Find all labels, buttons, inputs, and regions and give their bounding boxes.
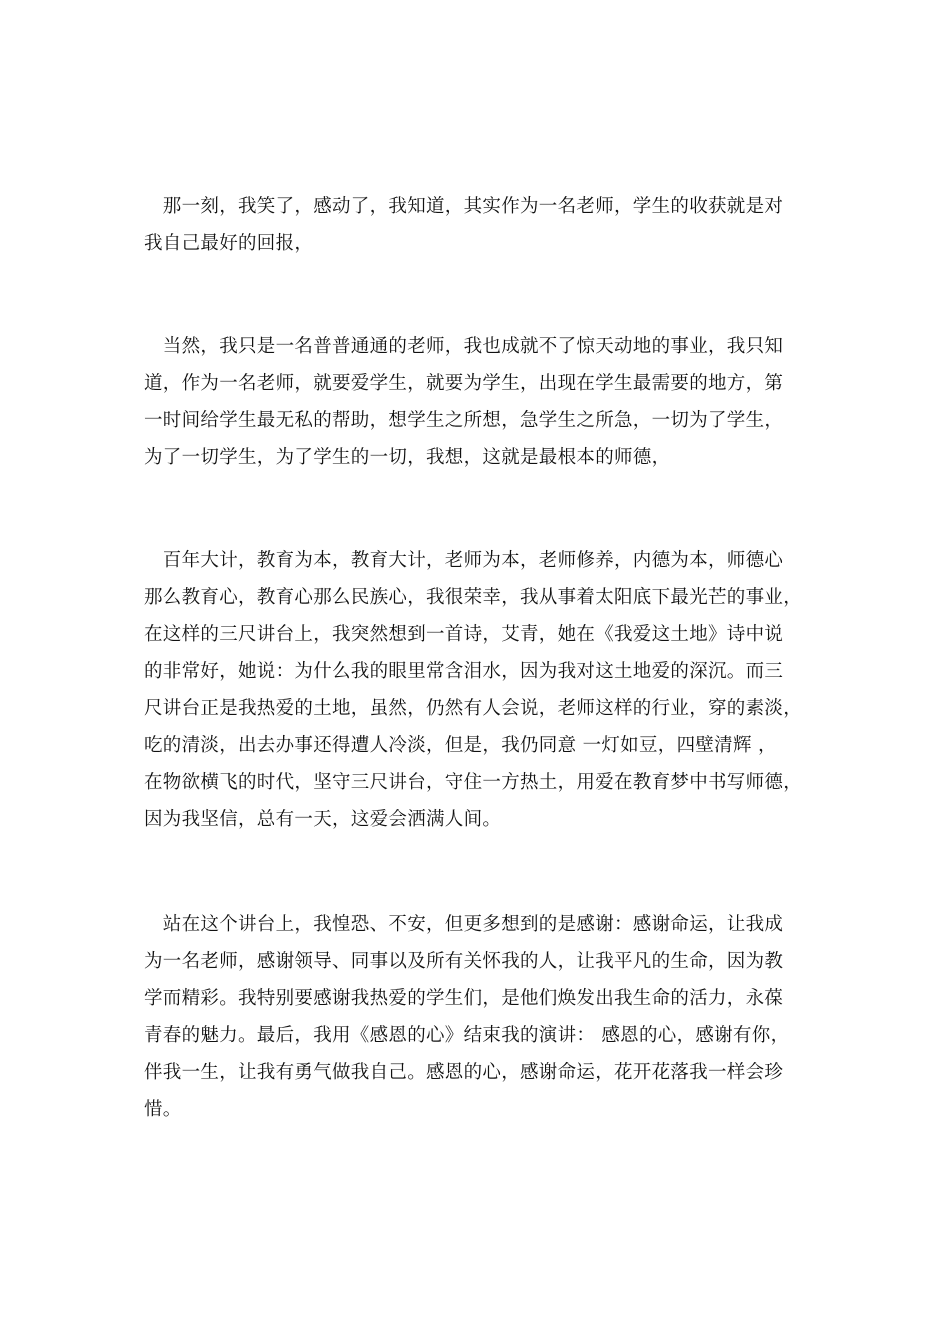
text-line: 惜。 [144,1099,182,1120]
text-line: 百年大计，教育为本，教育大计，老师为本，老师修养，内德为本，师德心 [144,550,784,571]
text-line: 我自己最好的回报， [144,233,314,254]
text-line: 那一刻，我笑了，感动了，我知道，其实作为一名老师，学生的收获就是对 [144,196,784,217]
paragraph-1 [144,188,814,262]
paragraph-3 [144,542,814,838]
text-line: 在物欲横飞的时代，坚守三尺讲台，守住一方热土，用爱在教育梦中书写师德， [144,772,803,793]
text-line: 伴我一生，让我有勇气做我自己。感恩的心，感谢命运，花开花落我一样会珍 [144,1062,784,1083]
text-line: 尺讲台正是我热爱的土地，虽然，仍然有人会说，老师这样的行业，穿的素淡， [144,698,803,719]
text-line: 那么教育心，教育心那么民族心，我很荣幸，我从事着太阳底下最光芒的事业， [144,587,803,608]
text-line: 为一名老师，感谢领导、同事以及所有关怀我的人，让我平凡的生命，因为教 [144,951,784,972]
text-line: 道，作为一名老师，就要爱学生，就要为学生，出现在学生最需要的地方，第 [144,373,784,394]
text-line: 的非常好，她说：为什么我的眼里常含泪水，因为我对这土地爱的深沉。而三 [144,661,784,682]
text-line: 学而精彩。我特别要感谢我热爱的学生们，是他们焕发出我生命的活力，永葆 [144,988,784,1009]
text-line: 为了一切学生，为了学生的一切，我想，这就是最根本的师德， [144,447,671,468]
text-line: 当然，我只是一名普普通通的老师，我也成就不了惊天动地的事业，我只知 [144,336,784,357]
text-line: 青春的魅力。最后，我用《感恩的心》结束我的演讲： 感恩的心，感谢有你， [144,1025,790,1046]
paragraph-2 [144,328,814,476]
text-line: 因为我坚信，总有一天，这爱会洒满人间。 [144,809,502,830]
text-line: 吃的清淡，出去办事还得遭人冷淡，但是，我仍同意 一灯如豆，四壁清辉 ， [144,735,777,756]
text-line: 站在这个讲台上，我惶恐、不安，但更多想到的是感谢：感谢命运，让我成 [144,914,784,935]
text-line: 一时间给学生最无私的帮助，想学生之所想，急学生之所急，一切为了学生， [144,410,784,431]
text-line: 在这样的三尺讲台上，我突然想到一首诗，艾青，她在《我爱这土地》诗中说 [144,624,784,645]
paragraph-4 [144,906,814,1128]
